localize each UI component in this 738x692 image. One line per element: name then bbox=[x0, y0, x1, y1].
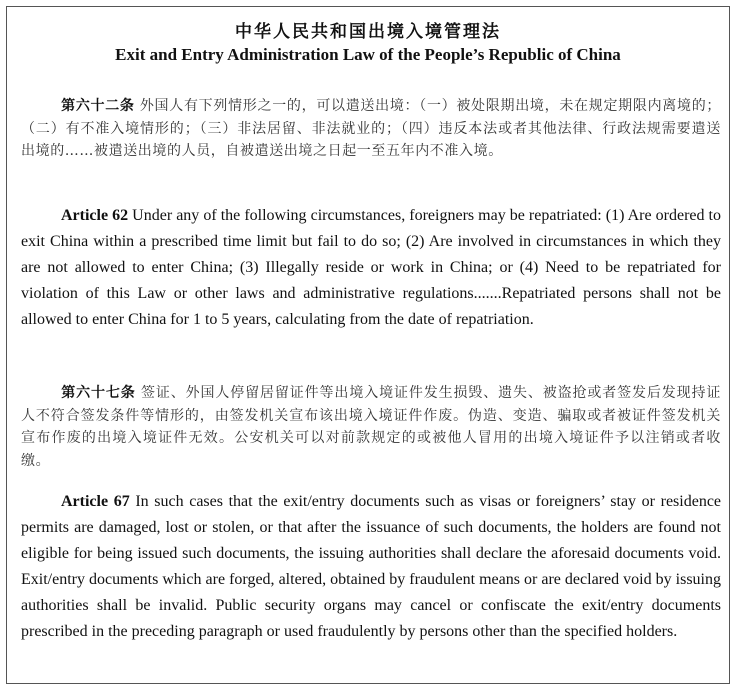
document-frame bbox=[6, 6, 730, 684]
title-english: Exit and Entry Administration Law of the People’s Republic of China bbox=[115, 45, 621, 64]
article-62-cn-label: 第六十二条 bbox=[61, 98, 135, 114]
article-67-en-text: In such cases that the exit/entry documents such as visas or foreigners’ stay or residence permits are damaged, lost or stolen, or that after the issuance of such documents, the holders are found not eligible for being issued such documents, the issuing authorities shall declare the aforesaid documents void. Exit/entry documents which are forged, altered, obtained by fraudulent means or are declared void by issuing authorities shall be invalid. Public security organs may cancel or confiscate the exit/entry documents prescribed in the preceding paragraph or used fraudulently by persons other than the specified holders. bbox=[21, 493, 722, 640]
article-62-english bbox=[21, 203, 721, 333]
article-67-en-label: Article 67 bbox=[61, 493, 130, 510]
article-62-chinese bbox=[21, 95, 721, 163]
title-chinese: 中华人民共和国出境入境管理法 bbox=[235, 22, 501, 42]
article-67-chinese bbox=[21, 382, 721, 472]
article-62-cn-text: 外国人有下列情形之一的，可以遣送出境：（一）被处限期出境，未在规定期限内离境的；（二）有不准入境情形的；（三）非法居留、非法就业的；（四）违反本法或者其他法律、行政法规需要遣送出境的……被遣送出境的人员，自被遣送出境之日起一至五年内不准入境。 bbox=[21, 98, 722, 159]
article-67-english bbox=[21, 489, 721, 645]
article-62-en-label: Article 62 bbox=[61, 207, 129, 224]
article-62-en-text: Under any of the following circumstances, foreigners may be repatriated: (1) Are ordered to exit China within a prescribed time limit but fail to do so; (2) Are involved in circumstances in which they are not allowed to enter China; (3) Illegally reside or work in China; or (4) Need to be repatriated for violation of this Law or other laws and administrative regulations.......Repatriated persons shall not be allowed to enter China for 1 to 5 years, calculating from the date of repatriation. bbox=[21, 207, 721, 328]
article-67-cn-label: 第六十七条 bbox=[61, 385, 136, 401]
article-67-cn-text: 签证、外国人停留居留证件等出境入境证件发生损毁、遗失、被盗抢或者签发后发现持证人不符合签发条件等情形的，由签发机关宣布该出境入境证件作废。伪造、变造、骗取或者被证件签发机关宣布作废的出境入境证件无效。公安机关可以对前款规定的或被他人冒用的出境入境证件予以注销或者收缴。 bbox=[21, 385, 721, 469]
